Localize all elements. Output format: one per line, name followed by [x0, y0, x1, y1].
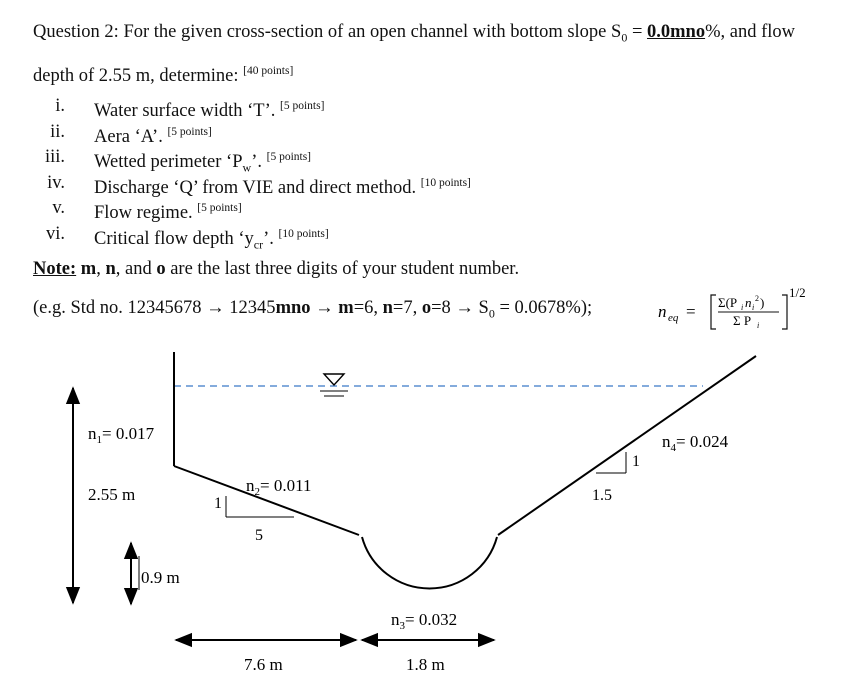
svg-text:i: i [741, 303, 744, 312]
question-points: [40 points] [243, 64, 294, 77]
list-item: ii. Aera ‘A’. [5 points] [50, 121, 212, 147]
svg-text:2: 2 [755, 294, 759, 303]
right-slope-horizontal-label: 1.5 [592, 487, 612, 504]
svg-text:i: i [757, 321, 760, 330]
left-slope-vertical-label: 1 [214, 495, 222, 512]
left-width-label: 7.6 m [244, 655, 283, 674]
formula-lhs-sub: eq [668, 312, 679, 324]
channel-boundary [174, 352, 756, 588]
n1-label: $n_1= 0.017$ [88, 424, 155, 446]
svg-text:i: i [752, 303, 755, 312]
n3-label: $n_3= 0.032$ [391, 610, 458, 632]
formula-eq: = [686, 302, 696, 321]
list-item: i. Water surface width ‘T’. [5 points] [55, 96, 325, 121]
example: (e.g. Std no. 12345678 → 12345mno → m=6, n=7, $o=8 \to S_0 = 0.0678\%$); [33, 298, 593, 321]
depth-label: 2.55 m [88, 485, 136, 504]
formula-lhs: n [658, 302, 667, 321]
svg-text:n: n [745, 295, 752, 310]
left-bracket [711, 295, 716, 329]
channel-cross-section [0, 330, 850, 693]
bump-label: 0.9 m [141, 568, 180, 587]
formula-power: 1/2 [789, 285, 806, 300]
water-level-icon [320, 374, 348, 396]
svg-text:): ) [760, 295, 765, 310]
note: Note: m, n, and o are the last three digits of your student number. [33, 259, 520, 279]
list-item: vi. Critical flow depth ‘$y_{cr}$’. [10 points] [45, 223, 329, 252]
right-bracket [782, 295, 787, 329]
n2-label: $n_2= 0.011$ [246, 476, 312, 498]
left-slope-horizontal-label: 5 [255, 527, 263, 544]
list-item: iii. Wetted perimeter ‘$P_w$’. [5 points] [44, 147, 312, 175]
list-item: iv. Discharge ‘Q’ from VIE and direct method. [10 points] [47, 172, 471, 198]
list-item: v. Flow regime. [5 points] [52, 198, 242, 224]
formula-num-start: Σ(P [718, 295, 738, 310]
right-slope-triangle [596, 452, 626, 473]
semi-width-label: 1.8 m [406, 655, 445, 674]
question-title: Question 2: For the given cross-section of an open channel with bottom slope $S_0 = 0.0mno\%$, and flow depth of 2.55 m, determine: [40 points] [33, 22, 795, 86]
formula-den: Σ P [733, 313, 752, 328]
task-list [33, 94, 733, 252]
n-eq-formula [658, 283, 828, 333]
n4-label: $n_4= 0.024$ [662, 432, 729, 454]
slope-value: 0.0mno [647, 22, 706, 42]
right-slope-vertical-label: 1 [632, 453, 640, 470]
